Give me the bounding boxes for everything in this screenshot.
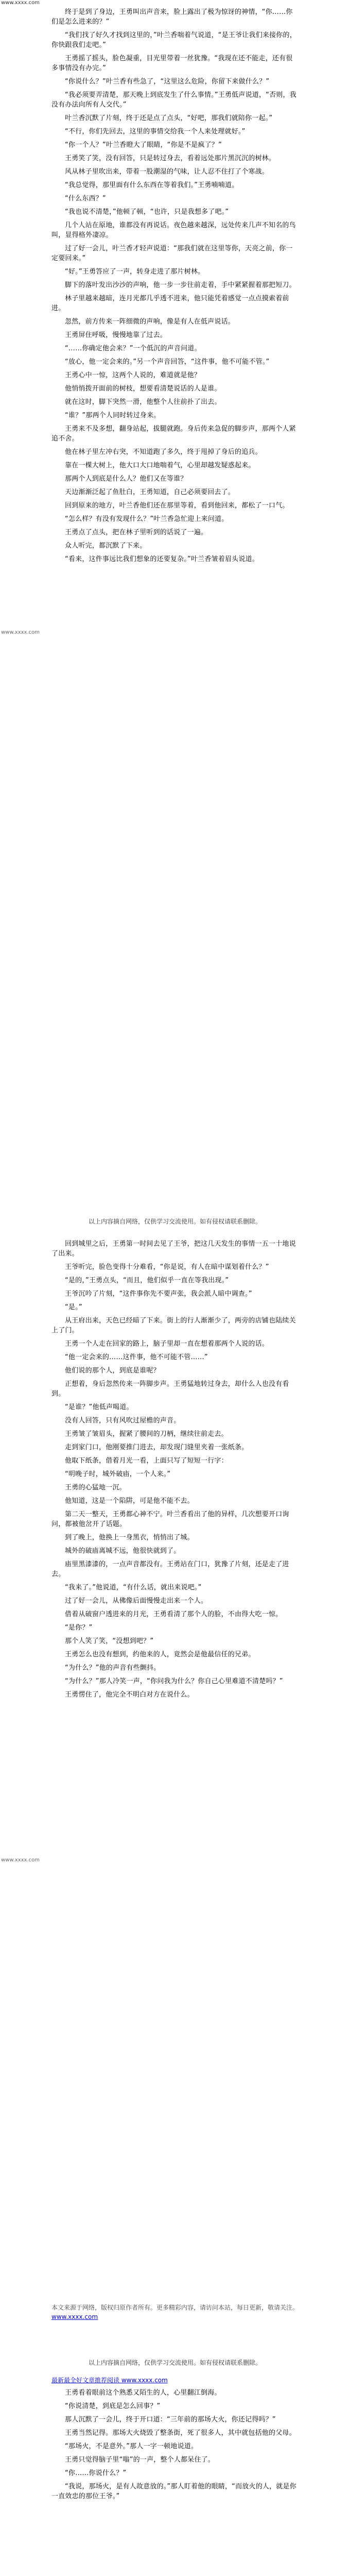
paragraph: “是的，”王勇点头，“而且，他们似乎一直在等我出现。” [65, 1277, 229, 1284]
page-2-footer: 以上内容摘自网络，仅供学习交流使用。如有侵权请联系删除。 [88, 2359, 261, 2366]
paragraph: 到了晚上，他换上一身黑衣，悄悄出了城。 [65, 1534, 194, 1541]
paragraph: 王爷沉吟了片刻，“这件事你先不要声张，我会派人暗中调查。” [65, 1290, 252, 1298]
paragraph: “谁？”那两个人同时转过身来。 [65, 412, 161, 419]
paragraph: “那场火，不是意外。”那人一字一顿地说道。 [65, 2443, 198, 2450]
paragraph: 回到城里之后，王勇第一时间去见了王爷，把这几天发生的事情一五一十地说了出来。 [51, 1240, 296, 1258]
paragraph: “是谁？”他低声喝道。 [65, 1403, 133, 1411]
paragraph: “怎么样？有没有发现什么？”叶兰香急忙迎上来问道。 [65, 515, 229, 523]
paragraph: 那个人笑了笑，“没想到吧？” [65, 1637, 154, 1645]
paragraph: 过了好一会儿，从佛像后面慢慢走出来一个人。 [65, 1597, 208, 1605]
paragraph: 王勇只觉得脑子里“嗡”的一声，整个人都呆住了。 [65, 2456, 215, 2464]
paragraph: “我来了。”他说道，“有什么话，就出来说吧。” [65, 1584, 202, 1591]
paragraph: 天边渐渐泛起了鱼肚白，王勇知道，自己必须要回去了。 [65, 488, 235, 496]
paragraph: 他知道，这是一个陷阱，可是他不能不去。 [65, 1497, 194, 1505]
paragraph: 王勇点了点头，把在林子里听到的话说了一遍。 [65, 529, 208, 536]
paragraph: 王勇看着眼前这个熟悉又陌生的人，心里翻江倒海。 [65, 2389, 221, 2397]
watermark: www.xxxx.com [1, 1857, 40, 1863]
paragraph: 正想着，身后忽然传来一阵脚步声。王勇猛地转过身去，却什么人也没有看到。 [51, 1380, 289, 1398]
paragraph: “他一定会来的……这件事，他不可能不管……” [65, 1353, 208, 1361]
paragraph: 他悄悄拨开面前的树枝，想要看清楚说话的人是谁。 [65, 385, 221, 393]
page-3 [0, 2372, 350, 2576]
paragraph: 王勇心中一惊，这两个人说的，难道就是他？ [65, 371, 201, 379]
paragraph: 他们说的那个人，到底是谁呢？ [65, 1367, 160, 1375]
paragraph: “你……你说什么？” [65, 2469, 127, 2477]
paragraph: 回到原来的地方，叶兰香他们还在那里等着，看到他回来，都松了一口气。 [65, 502, 289, 510]
paragraph: “我也说不清楚，”他顿了顿，“也许，只是我想多了吧。” [65, 208, 229, 216]
paragraph: 王勇屏住呼吸，慢慢地靠了过去。 [65, 331, 167, 339]
site-notice [51, 2303, 299, 2321]
paragraph: “为什么？”他的声音有些颤抖。 [65, 1664, 161, 1672]
paragraph: 庙里黑漆漆的，一点声音都没有。王勇站在门口，犹豫了片刻，还是走了进去。 [51, 1561, 289, 1578]
site-link[interactable]: www.xxxx.com [51, 2313, 98, 2320]
paragraph: 王勇一个人走在回家的路上，脑子里却一直在想着那两个人说的话。 [65, 1340, 269, 1348]
paragraph: “你说什么？”叶兰香有些急了，“这里这么危险，你留下来做什么？” [65, 78, 270, 86]
paragraph: 王勇皱了皱眉头，握紧了腰间的刀柄，继续往前走去。 [65, 1430, 228, 1438]
paragraph: “……你确定他会来？”一个低沉的声音问道。 [65, 345, 201, 352]
paragraph: “我们找了好久才找到这里的，”叶兰香喘着气说道，“是王爷让我们来接你的，你快跟我们走吧。” [51, 31, 296, 49]
paragraph: 王勇当然记得。那场大火烧毁了整条街，死了很多人，其中就包括他的父母。 [65, 2429, 296, 2437]
recommend-link[interactable]: 最新最全好文章推荐阅读 www.xxxx.com [51, 2377, 168, 2384]
paragraph: “什么东西？” [65, 195, 106, 202]
paragraph: “我说，那场火，是有人故意放的。”那人盯着他的眼睛，“而放火的人，就是你一直效忠的那位王爷。” [51, 2483, 296, 2500]
paragraph: 第二天一整天，王勇都心神不宁。叶兰香看出了他的异样，几次想要开口询问，都被他岔开了话题。 [51, 1511, 289, 1528]
paragraph: 没有人回答，只有风吹过屋檐的声音。 [65, 1417, 181, 1425]
paragraph: 几个人站在原地，谁都没有再说话。夜色越来越深，远处传来几声不知名的鸟叫，显得格外凄凉。 [51, 222, 296, 239]
paragraph: “你说清楚，到底是怎么回事？” [65, 2402, 161, 2410]
paragraph: 那人沉默了一会儿，终于开口道：“三年前的那场大火，你还记得吗？” [65, 2416, 276, 2424]
paragraph: 忽然，前方传来一阵细微的声响，像是有人在低声说话。 [65, 318, 235, 326]
page-1 [0, 0, 350, 1234]
paragraph: 借着从破窗户透进来的月光，王勇看清了那个人的脸，不由得大吃一惊。 [65, 1611, 283, 1618]
paragraph: 王爷听完，脸色变得十分难看，“你是说，有人在暗中谋划着什么？” [65, 1263, 269, 1271]
paragraph: “是你？” [65, 1624, 93, 1632]
paragraph: 林子里越来越暗，连月光都几乎透不进来，他只能凭着感觉一点点摸索着前进。 [51, 295, 289, 312]
paragraph: 他在林子里左冲右突，不知道跑了多久，终于甩掉了身后的追兵。 [65, 448, 262, 456]
paragraph: 过了好一会儿，叶兰香才轻声说道：“那我们就在这里等你，天亮之前，你一定要回来。” [51, 245, 293, 262]
paragraph: “不行，你们先回去，这里的事情交给我一个人来处理就好。” [65, 128, 246, 135]
paragraph: “看来，这件事远比我们想象的还要复杂。”叶兰香皱着眉头说道。 [65, 555, 259, 563]
paragraph: 王勇来不及多想，翻身站起，拔腿就跑。身后传来急促的脚步声，那两个人紧追不舍。 [51, 425, 296, 443]
paragraph: “我必须要弄清楚，那天晚上到底发生了什么事情。”王勇低声说道，“否则，我没有办法向所有人交代。” [51, 91, 296, 109]
paragraph: “明晚子时，城外破庙，一个人来。” [65, 1470, 171, 1478]
paragraph: “好。”王勇答应了一声，转身走进了那片树林。 [65, 268, 205, 276]
paragraph: 他取下纸条，借着月光一看，上面只写了短短一行字： [65, 1457, 228, 1465]
page-2 [0, 1234, 350, 2372]
paragraph: 城外的破庙离城不远，他很快就到了。 [65, 1547, 181, 1555]
paragraph: 叶兰香沉默了片刻，终于还是点了点头，“好吧，那我们就陪你一起。” [65, 114, 273, 122]
paragraph: 走到家门口，他刚要推门进去，却发现门缝里夹着一张纸条。 [65, 1444, 249, 1451]
paragraph: 王勇愣住了，他完全不明白对方在说什么。 [65, 1691, 194, 1699]
page-1-body [51, 7, 299, 568]
paragraph: “你一个人？”叶兰香瞪大了眼睛，“你是不是疯了？” [65, 141, 222, 149]
paragraph: 脚下的落叶发出沙沙的声响，他一步一步往前走着，手中紧紧握着那把短刀。 [65, 281, 296, 289]
page-3-body [51, 2388, 299, 2505]
paragraph: “放心，他一定会来的。”另一个声音回答，“这件事，他不可能不管。” [65, 358, 270, 366]
paragraph: 终于是到了身边，王勇叫出声音来，脸上露出了极为惊讶的神情，“你……你们是怎么进来的？” [51, 8, 293, 26]
corner-mark: www.xxxx.com [1, 0, 40, 6]
page-2-body [51, 1239, 299, 1703]
paragraph: 就在这时，脚下突然一滑，他整个人往前扑了出去。 [65, 398, 221, 406]
paragraph: 那两个人到底是什么人？他们又在等谁？ [65, 475, 187, 483]
paragraph: 从王府出来，天色已经暗了下来。街上的行人渐渐少了，两旁的店铺也陆续关上了门。 [51, 1317, 296, 1334]
paragraph: “为什么？”那人冷笑一声，“你问我为什么？你自己心里难道不清楚吗？” [65, 1677, 283, 1685]
paragraph: 众人听完，都沉默了下来。 [65, 542, 147, 550]
paragraph: 风从林子里吹出来，带着一股潮湿的气味，让人忍不住打了个寒战。 [65, 168, 269, 176]
paragraph: 靠在一棵大树上，他大口大口地喘着气，心里却越发疑惑起来。 [65, 462, 255, 469]
paragraph: 王勇的心猛地一沉。 [65, 1484, 126, 1492]
paragraph: 王勇摇了摇头，脸色凝重，目光里带着一丝犹豫。“我现在还不能走，还有很多事情没有办完。” [51, 55, 293, 72]
watermark: www.xxxx.com [1, 630, 40, 635]
paragraph: “我总觉得，那里面有什么东西在等着我们。”王勇喃喃道。 [65, 181, 239, 189]
paragraph: 王勇笑了笑，没有回答，只是转过身去，看着远处那片黑沉沉的树林。 [65, 155, 276, 162]
page-1-footer: 以上内容摘自网络，仅供学习交流使用。如有侵权请联系删除。 [88, 1218, 261, 1225]
paragraph: “是。” [65, 1303, 82, 1311]
site-notice-text: 本文来源于网络，版权归原作者所有。更多精彩内容，请访问本站，每日更新，敬请关注。 [51, 2304, 299, 2311]
paragraph: 王勇怎么也没有想到，约他来的人，竟然会是他最信任的兄弟。 [65, 1651, 255, 1658]
